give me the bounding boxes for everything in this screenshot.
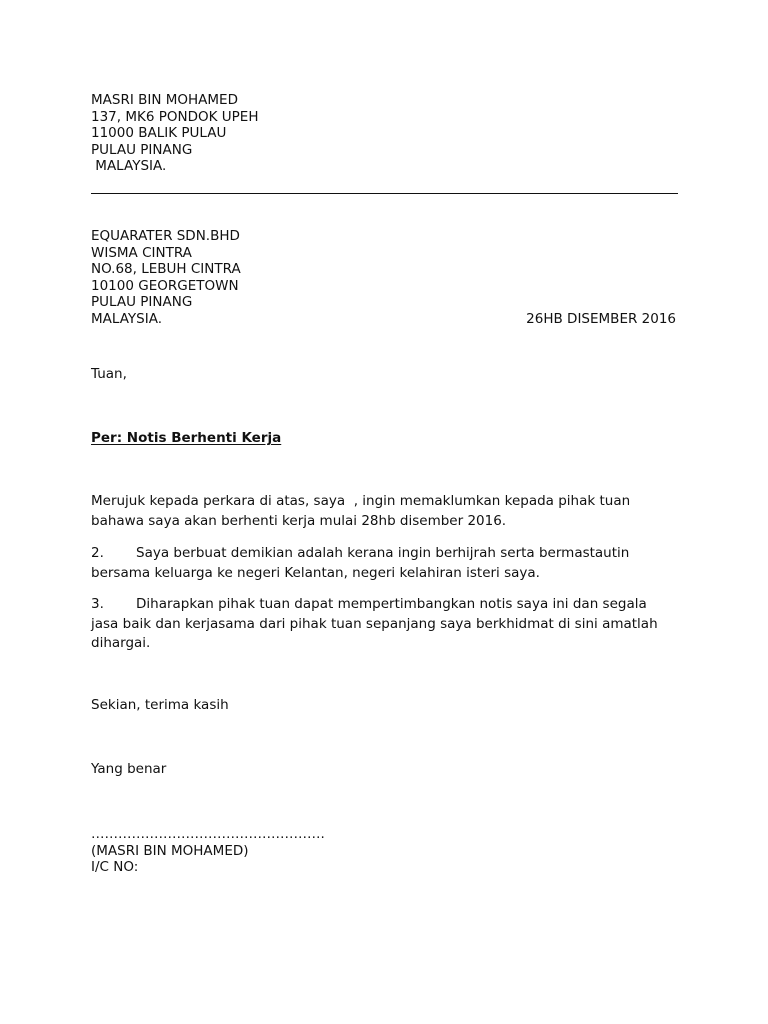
subject-line: Per: Notis Berhenti Kerja (91, 430, 282, 446)
signatory-name: (MASRI BIN MOHAMED) (91, 842, 249, 859)
sender-line: PULAU PINANG (91, 141, 193, 158)
paragraph-line: Diharapkan pihak tuan dapat mempertimbangkan notis saya ini dan segala (136, 596, 647, 612)
salutation: Tuan, (91, 366, 127, 382)
paragraph-line: jasa baik dan kerjasama dari pihak tuan sepanjang saya berkhidmat di sini amatlah (91, 615, 658, 632)
recipient-line: EQUARATER SDN.BHD (91, 228, 240, 244)
sender-line: 137, MK6 PONDOK UPEH (91, 108, 259, 125)
body-paragraph-2 (91, 544, 691, 583)
sender-address (91, 92, 258, 175)
paragraph-number: 3. (91, 596, 104, 612)
header-divider (91, 193, 678, 194)
letter-date: 26HB DISEMBER 2016 (526, 311, 676, 327)
recipient-line: WISMA CINTRA (91, 244, 192, 261)
body-paragraph-3 (91, 595, 691, 654)
recipient-line: NO.68, LEBUH CINTRA (91, 261, 241, 278)
paragraph-line: bahawa saya akan berhenti kerja mulai 28hb disember 2016. (91, 512, 507, 529)
paragraph-line: Saya berbuat demikian adalah kerana ingin berhijrah serta bermastautin (136, 545, 630, 561)
body-paragraph-1 (91, 492, 691, 531)
paragraph-line: bersama keluarga ke negeri Kelantan, negeri kelahiran isteri saya. (91, 564, 540, 581)
sender-line: MASRI BIN MOHAMED (91, 92, 238, 108)
sender-line: MALAYSIA. (91, 158, 167, 175)
sender-line: 11000 BALIK PULAU (91, 125, 227, 142)
paragraph-line: dihargai. (91, 635, 151, 652)
ic-number-label: I/C NO: (91, 859, 139, 876)
signature-block (91, 826, 325, 876)
recipient-line: PULAU PINANG (91, 294, 193, 311)
recipient-address (91, 228, 241, 328)
closing-line: Sekian, terima kasih (91, 697, 229, 713)
signoff-line: Yang benar (91, 761, 167, 777)
paragraph-line: Merujuk kepada perkara di atas, saya , ingin memaklumkan kepada pihak tuan (91, 493, 631, 509)
paragraph-number: 2. (91, 545, 104, 561)
recipient-line: 10100 GEORGETOWN (91, 277, 239, 294)
signature-dots: ……………………………………………. (91, 826, 325, 842)
recipient-line: MALAYSIA. (91, 310, 162, 327)
